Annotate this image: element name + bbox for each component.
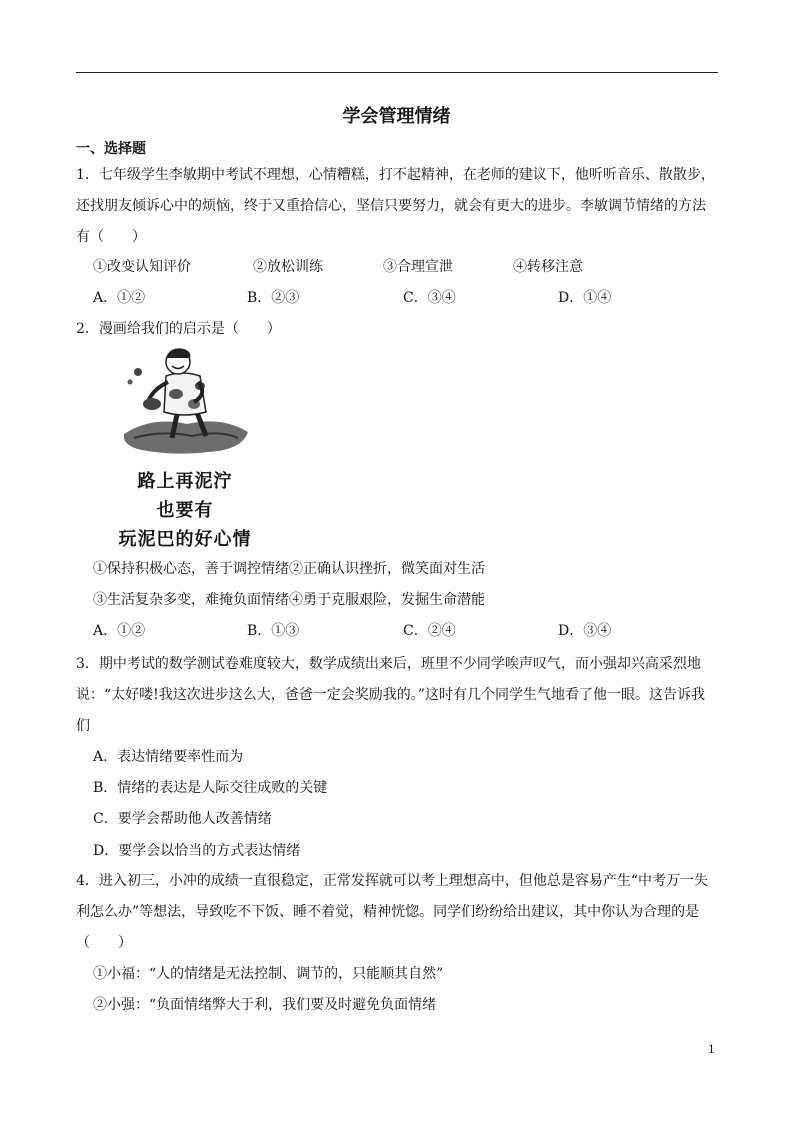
- q2-item-line-1: ①保持积极心态，善于调控情绪②正确认识挫折，微笑面对生活: [93, 561, 485, 577]
- question-3-stem: 3．期中考试的数学测试卷难度较大，数学成绩出来后，班里不少同学唉声叹气，而小强却兴高采烈地说：“太好喽!我这次进步这么大，爸爸一定会奖励我的。”这时有几个同学生气地看了他一眼。这告诉我们: [76, 656, 705, 734]
- page-title: 学会管理情绪: [342, 106, 451, 127]
- q3-option-d: D．要学会以恰当的方式表达情绪: [93, 843, 301, 859]
- q2-option-d: D．③④: [558, 623, 612, 639]
- question-2-stem: 2．漫画给我们的启示是（ ）: [76, 321, 281, 337]
- q1-option-d: D．①④: [558, 290, 612, 306]
- q1-option-b: B．②③: [247, 290, 300, 306]
- cartoon-caption-line-2: 也要有: [156, 500, 214, 521]
- q1-option-a: A．①②: [93, 290, 146, 306]
- q2-item-line-2: ③生活复杂多变，难掩负面情绪④勇于克服艰险，发掘生命潜能: [93, 592, 485, 608]
- q1-option-c: C．③④: [403, 290, 456, 306]
- question-4-stem: 4．进入初三，小冲的成绩一直很稳定，正常发挥就可以考上理想高中，但他总是容易产生“中考万一失利怎么办”等想法，导致吃不下饭、睡不着觉，精神恍惚。同学们纷纷给出建议，其中你认为合理的是（ ）: [76, 873, 709, 951]
- q2-option-c: C．②④: [403, 623, 456, 639]
- q3-option-a: A．表达情绪要率性而为: [93, 749, 244, 765]
- q4-item-2: ②小强：“负面情绪弊大于利，我们要及时避免负面情绪: [93, 997, 437, 1013]
- q1-item-3: ③合理宣泄: [383, 259, 453, 275]
- question-1-stem: 1．七年级学生李敏期中考试不理想，心情糟糕，打不起精神，在老师的建议下，他听听音乐、散散步，还找朋友倾诉心中的烦恼，终于又重拾信心，坚信只要努力，就会有更大的进步。李敏调节情绪的方法有（ ）: [76, 167, 715, 245]
- q3-option-b: B．情绪的表达是人际交往成败的关键: [93, 780, 328, 796]
- q1-item-2: ②放松训练: [253, 259, 323, 275]
- cartoon-caption-line-1: 路上再泥泞: [137, 471, 233, 492]
- cartoon-figure: [112, 346, 258, 456]
- q3-option-c: C．要学会帮助他人改善情绪: [93, 811, 272, 827]
- cartoon-caption-line-3: 玩泥巴的好心情: [118, 529, 252, 550]
- q2-option-b: B．①③: [247, 623, 300, 639]
- page-number: 1: [708, 1043, 715, 1056]
- q1-item-4: ④转移注意: [513, 259, 583, 275]
- header-rule: [76, 72, 718, 73]
- cartoon-image: [112, 346, 258, 554]
- q2-option-a: A．①②: [93, 623, 146, 639]
- section-heading: 一、选择题: [76, 141, 146, 157]
- q4-item-1: ①小福：“人的情绪是无法控制、调节的，只能顺其自然”: [93, 966, 444, 982]
- q1-item-1: ①改变认知评价: [93, 259, 191, 275]
